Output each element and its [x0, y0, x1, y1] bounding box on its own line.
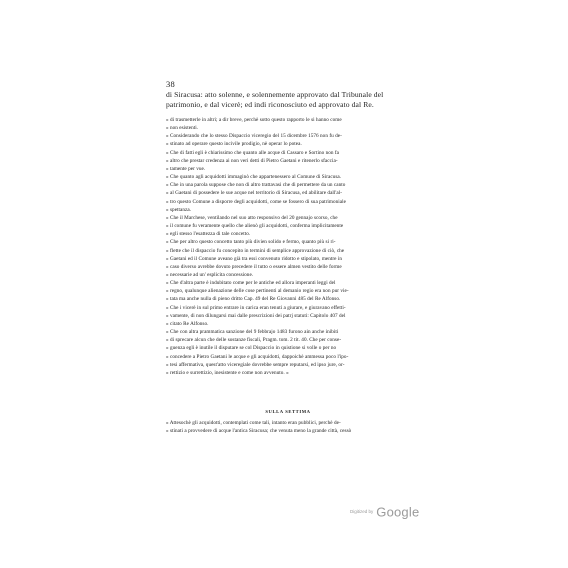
lead-paragraph: [166, 90, 410, 110]
text-line: » Attesochè gli acquidotti, contemplati come tali, intanto eran pubblici, perchè de-: [166, 420, 341, 426]
text-line: » tamente per vue.: [166, 165, 206, 172]
text-line: » regno, qualunque alienazione delle cose pertinenti al demanio regio era non pur vie-: [166, 288, 349, 295]
text-line: » concedere a Pietro Gaetani le acque e gli acquidotti, dappoichè ammessa poco l'ipo-: [166, 353, 349, 360]
text-line: » Che i vicerè in sul primo entrare in carica eran tenuti a giurare, e giuravano effetti-: [166, 304, 346, 311]
text-line: » spettanza.: [166, 206, 192, 213]
text-line: » stinati a provvedere di acque l'antica Siracusa; che venuta meno la grande città, cessò: [166, 428, 352, 435]
text-line: » Che con altra prammatica sanzione del 9 febbrajo 1483 furono ain anche inibiti: [166, 329, 339, 336]
text-line: » altro che prestar credenza ai non veri detti di Pietro Gaetani e ritenerlo sfaccia-: [166, 157, 338, 164]
text-line: » Gaetani ed il Comune aveano già tra essi convenuto ridotto e stipolato, mentre in: [166, 255, 343, 262]
text-line: » Che in una parola suppose che non di altro trattavasi che di permettere da un canto: [166, 182, 346, 189]
text-line: » guenza egli è inutile il disputare se col Dispaccio in quistione si volle o per no: [166, 345, 337, 352]
text-line: » vamente, di non dilungarsi mai dalle prescrizioni dei patrj statuti: Capitolo 407 del: [166, 312, 346, 319]
text-line: » Che di fatti egli è chiarissimo che quanto alle acque di Cassaro e Sortino non fa: [166, 149, 339, 156]
text-line: » egli stesso l'esattezza di tale concetto.: [166, 231, 251, 238]
watermark-prefix: Digitized by: [350, 509, 374, 515]
tail-paragraph: [166, 419, 410, 435]
text-line: » il comune fu veramente quello che alienò gli acquidotti, conferma implicitamente: [166, 223, 344, 230]
watermark-brand: Google: [376, 504, 420, 520]
text-line: » Che quanto agli acquidotti immaginò che appartenessero al Comune di Siracusa.: [166, 174, 342, 181]
page-number: 38: [166, 79, 176, 89]
google-watermark: [350, 503, 419, 521]
text-line: » non esistenti.: [166, 125, 199, 132]
lead-line: patrimonio, e dal vicerè; ed indi riconosciuto ed approvato dal Re.: [166, 100, 374, 109]
text-line: » rettizio e surrettizio, inesistente e come non avvenuto. »: [166, 369, 289, 376]
text-line: » di trasmetterle in altri; a dir breve, perchè sotto questo rapporto le si hanno come: [166, 117, 342, 123]
text-line: » Che d'altra parte è indubitato come per le antiche ed allora imperanti leggi del: [166, 280, 336, 287]
quoted-body-text: [166, 116, 410, 377]
text-line: » necessarie ad un' esplicita concessione.: [166, 271, 254, 278]
text-line: » Che per altro questo concetto tanto più divien solido e fermo, quanto più si ri-: [166, 239, 336, 246]
text-line: » citato Re Alfonso.: [166, 320, 209, 327]
text-line: » flette che il dispaccio fu concepito in termini di semplice approvazione di ciò, che: [166, 247, 345, 254]
section-heading: SULLA SETTIMA: [265, 409, 311, 414]
text-line: » tesi affermativa, quest'atto viceregiale dovrebbe sempre reputarsi, ed ipso jure, or-: [166, 361, 345, 368]
text-line: » Che il Marchese, ventilando nel suo atto responsivo del 20 gennajo scorso, che: [166, 214, 338, 221]
text-line: » Considerando che lo stesso Dispaccio viceregio del 15 dicembre 1576 non fu de-: [166, 133, 342, 140]
text-line: » tro questo Comune a disporre degli acquidotti, come se fossero di sua patrimoniale: [166, 198, 346, 205]
text-line: » di sprecare alcun che delle sostanze fiscali, Pragm. tom. 2 tit. 40. Che per conse-: [166, 337, 342, 344]
text-line: » tata ma anche nulla di pieno dritto Cap. 49 del Re Giovanni 485 del Re Alfonso.: [166, 296, 341, 303]
text-line: » caso diverso avrebbe dovuto precedere il tutto o essere almen vestito delle forme: [166, 263, 342, 270]
lead-line: di Siracusa: atto solenne, e solennemente approvato dal Tribunale del: [166, 90, 384, 99]
text-line: » al Gaetani di possedere le sue acque nel territorio di Siracusa, ed abilitare dall'al-: [166, 190, 343, 197]
text-line: » stinato ad operare questo incivile prodigio, nè operar lo potea.: [166, 141, 302, 148]
